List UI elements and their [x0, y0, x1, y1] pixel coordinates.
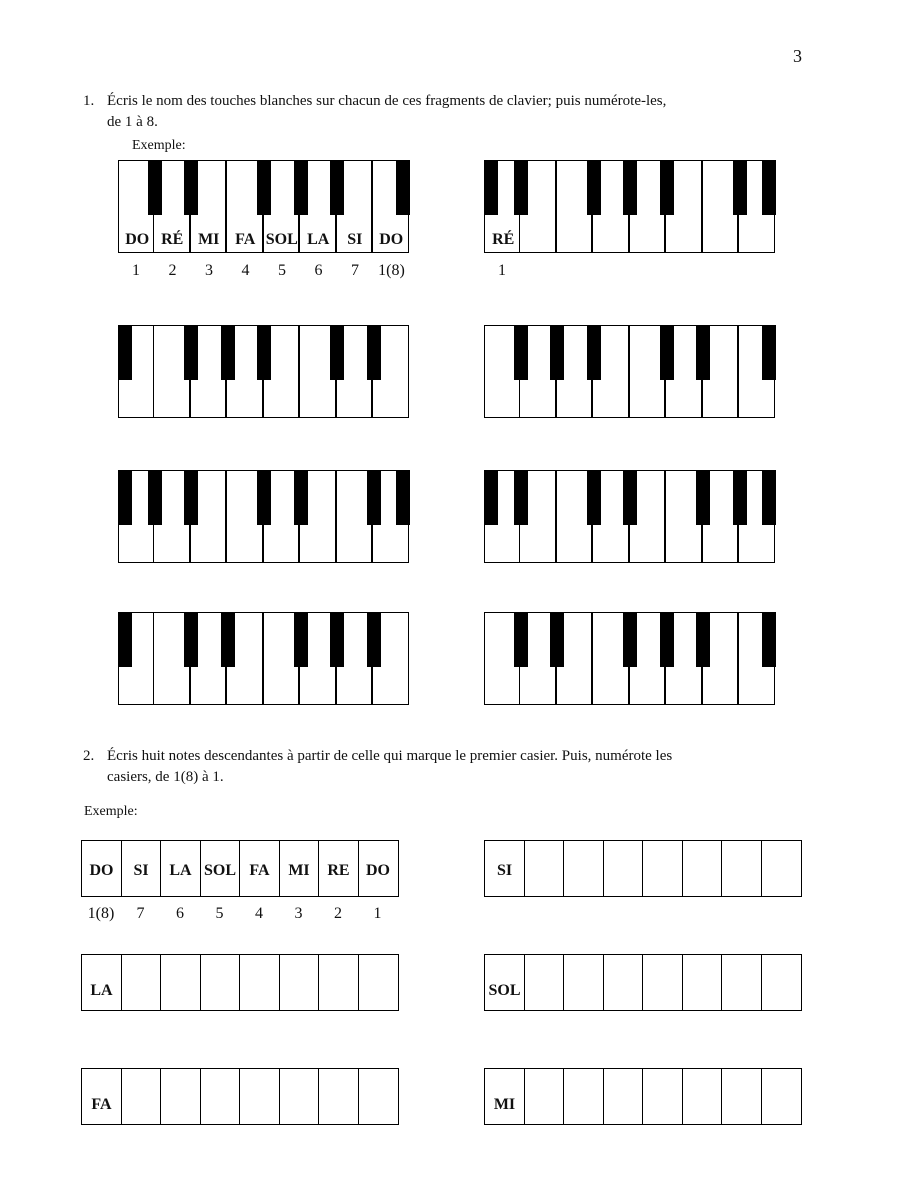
key-number: 3 — [205, 262, 213, 279]
note-box — [642, 840, 683, 897]
example-keyboard — [118, 160, 410, 255]
note-box — [484, 840, 525, 897]
note-box — [239, 954, 280, 1011]
note-box — [200, 954, 241, 1011]
box-number: 4 — [255, 905, 263, 922]
example-note-boxes — [81, 840, 399, 897]
key-number: 6 — [314, 262, 323, 279]
black-key — [396, 160, 410, 215]
keyboard-exercise — [118, 470, 410, 565]
note-box — [484, 954, 525, 1011]
note-box-label: LA — [90, 982, 113, 999]
note-box — [160, 954, 201, 1011]
note-box — [200, 1068, 241, 1125]
note-box — [761, 954, 802, 1011]
note-box — [721, 840, 762, 897]
note-box — [682, 954, 723, 1011]
note-box — [524, 954, 565, 1011]
exercise-2-number: 2. — [83, 748, 95, 764]
note-box-label: MI — [493, 1096, 516, 1113]
black-key — [184, 470, 198, 525]
black-key — [184, 325, 198, 380]
white-key-label: MI — [198, 231, 220, 248]
note-box — [81, 954, 122, 1011]
exercise-2-text-line2: casiers, de 1(8) à 1. — [107, 769, 224, 785]
black-key — [148, 470, 162, 525]
black-key — [330, 160, 344, 215]
note-box — [524, 1068, 565, 1125]
keyboard-exercise — [484, 612, 776, 707]
white-key-label: FA — [235, 231, 256, 248]
note-box — [279, 954, 320, 1011]
black-key — [294, 470, 308, 525]
exercise-1-text-line1: Écris le nom des touches blanches sur chacun de ces fragments de clavier; puis numérote-les, — [107, 93, 667, 109]
black-key — [221, 325, 235, 380]
note-box — [358, 1068, 399, 1125]
black-key — [294, 160, 308, 215]
note-box-label: SI — [496, 862, 513, 879]
black-key — [257, 470, 271, 525]
box-number: 6 — [176, 905, 184, 922]
black-key — [696, 325, 710, 380]
black-key — [118, 325, 132, 380]
note-box — [318, 1068, 359, 1125]
note-box — [81, 1068, 122, 1125]
note-box-label: MI — [288, 862, 310, 879]
note-box-label: FA — [249, 862, 270, 879]
box-number: 1(8) — [87, 905, 115, 922]
black-key — [550, 612, 564, 667]
black-key — [330, 325, 344, 380]
black-key — [660, 325, 674, 380]
note-box — [563, 840, 604, 897]
note-box-label: SOL — [488, 982, 521, 999]
note-box — [603, 840, 644, 897]
note-box — [121, 954, 162, 1011]
black-key — [660, 160, 674, 215]
note-boxes-mi — [484, 1068, 802, 1125]
black-key — [623, 160, 637, 215]
white-key-label: RÉ — [492, 231, 515, 248]
note-box-label: FA — [91, 1096, 112, 1113]
note-box — [563, 1068, 604, 1125]
box-number: 5 — [215, 905, 224, 922]
white-key-label: DO — [379, 231, 404, 248]
note-box — [160, 1068, 201, 1125]
black-key — [257, 160, 271, 215]
black-key — [623, 470, 637, 525]
note-boxes-si — [484, 840, 802, 897]
black-key — [514, 612, 528, 667]
key-number: 4 — [241, 262, 250, 279]
black-key — [696, 470, 710, 525]
black-key — [184, 612, 198, 667]
black-key — [696, 612, 710, 667]
box-number: 7 — [136, 905, 145, 922]
keyboard-re — [484, 160, 776, 255]
note-box — [761, 1068, 802, 1125]
note-box — [682, 1068, 723, 1125]
keyboard-exercise — [484, 325, 776, 420]
note-box — [721, 954, 762, 1011]
note-box — [603, 954, 644, 1011]
black-key — [514, 470, 528, 525]
note-box-label: LA — [169, 862, 192, 879]
exercise-1-example-label: Exemple: — [132, 138, 186, 153]
note-box — [200, 840, 241, 897]
page-number: 3 — [793, 46, 802, 66]
black-key — [294, 612, 308, 667]
key-number: 2 — [168, 262, 177, 279]
black-key — [184, 160, 198, 215]
box-number: 1 — [373, 905, 382, 922]
black-key — [367, 325, 381, 380]
note-box — [682, 840, 723, 897]
exercise-1-text-line2: de 1 à 8. — [107, 114, 158, 130]
note-box — [603, 1068, 644, 1125]
note-box — [318, 954, 359, 1011]
key-number: 7 — [351, 262, 359, 279]
exercise-1-number: 1. — [83, 93, 95, 109]
black-key — [484, 160, 498, 215]
key-number: 5 — [278, 262, 286, 279]
white-key-label: DO — [125, 231, 150, 248]
note-box — [721, 1068, 762, 1125]
box-number: 2 — [334, 905, 342, 922]
note-box — [358, 840, 399, 897]
note-box — [160, 840, 201, 897]
note-box — [524, 840, 565, 897]
note-box — [239, 1068, 280, 1125]
exercise-2-example-label: Exemple: — [84, 804, 138, 819]
black-key — [587, 325, 601, 380]
black-key — [118, 612, 132, 667]
note-box — [358, 954, 399, 1011]
white-key-label: SI — [347, 231, 363, 248]
black-key — [550, 325, 564, 380]
black-key — [330, 612, 344, 667]
black-key — [762, 470, 776, 525]
note-box — [121, 840, 162, 897]
white-key-label: RÉ — [161, 231, 184, 248]
note-box-label: SOL — [203, 862, 236, 879]
black-key — [148, 160, 162, 215]
note-boxes-la — [81, 954, 399, 1011]
note-box — [318, 840, 359, 897]
note-box-label: DO — [366, 862, 390, 879]
black-key — [762, 612, 776, 667]
note-boxes-fa — [81, 1068, 399, 1125]
keyboard-exercise — [484, 470, 776, 565]
black-key — [762, 160, 776, 215]
note-box — [121, 1068, 162, 1125]
keyboard-exercise — [118, 612, 410, 707]
black-key — [660, 612, 674, 667]
note-box-label: RE — [327, 862, 350, 879]
white-key-label: LA — [307, 231, 330, 248]
black-key — [587, 160, 601, 215]
exercise-2-text-line1: Écris huit notes descendantes à partir de celle qui marque le premier casier. Puis, numérote les — [107, 748, 673, 764]
black-key — [367, 612, 381, 667]
box-number: 3 — [294, 905, 303, 922]
black-key — [623, 612, 637, 667]
black-key — [118, 470, 132, 525]
black-key — [733, 470, 747, 525]
note-box-label: SI — [133, 862, 149, 879]
note-box — [484, 1068, 525, 1125]
black-key — [221, 612, 235, 667]
note-box — [563, 954, 604, 1011]
key-number: 1(8) — [378, 262, 405, 279]
black-key — [514, 160, 528, 215]
note-box-label: DO — [89, 862, 114, 879]
note-box — [239, 840, 280, 897]
black-key — [367, 470, 381, 525]
note-box — [81, 840, 122, 897]
white-key-label: SOL — [265, 231, 298, 248]
black-key — [514, 325, 528, 380]
black-key — [484, 470, 498, 525]
key-number: 1 — [132, 262, 140, 279]
note-box — [761, 840, 802, 897]
keyboard-re-number: 1 — [498, 262, 506, 279]
keyboard-exercise — [118, 325, 410, 420]
black-key — [396, 470, 410, 525]
note-boxes-sol — [484, 954, 802, 1011]
note-box — [279, 840, 320, 897]
note-box — [279, 1068, 320, 1125]
black-key — [762, 325, 776, 380]
note-box — [642, 1068, 683, 1125]
note-box — [642, 954, 683, 1011]
black-key — [257, 325, 271, 380]
black-key — [733, 160, 747, 215]
black-key — [587, 470, 601, 525]
